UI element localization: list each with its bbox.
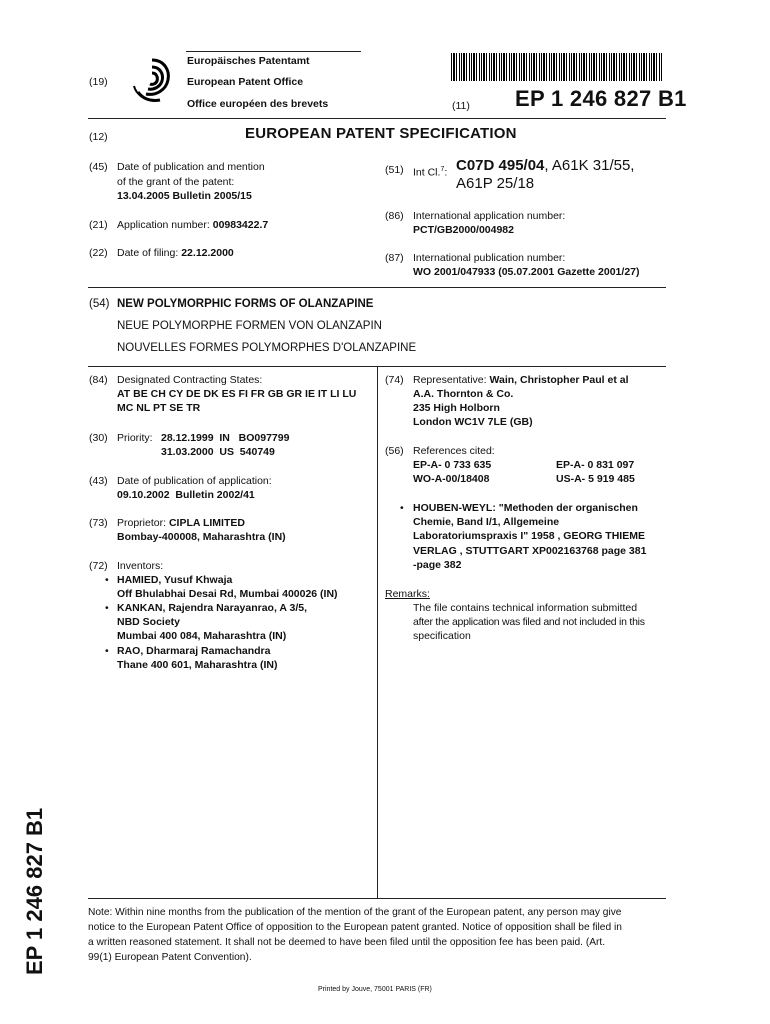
code-19: (19) xyxy=(89,76,108,88)
code-43: (43) xyxy=(89,475,108,487)
code-12: (12) xyxy=(89,131,108,143)
inventor-2-address-2: Mumbai 400 084, Maharashtra (IN) xyxy=(117,630,287,642)
reference-3: WO-A-00/18408 xyxy=(413,473,490,485)
code-30: (30) xyxy=(89,432,108,444)
inventor-1-name: HAMIED, Yusuf Khwaja xyxy=(117,574,233,586)
reference-1: EP-A- 0 733 635 xyxy=(413,459,492,471)
note-line-1: Note: Within nine months from the publication of the mention of the grant of the European patent, any person may give xyxy=(88,907,622,918)
barcode xyxy=(451,53,663,81)
pubapp-label: Date of publication of application: xyxy=(117,475,272,487)
remarks-line-3: specification xyxy=(413,630,471,642)
int-cl-sup: 7 xyxy=(440,166,445,173)
code-22: (22) xyxy=(89,247,108,259)
spec-title: EUROPEAN PATENT SPECIFICATION xyxy=(245,125,517,142)
publication-line-2: of the grant of the patent: xyxy=(117,176,235,188)
designated-states-line-2: MC NL PT SE TR xyxy=(117,402,201,414)
remarks-line-1: The file contains technical information submitted xyxy=(413,602,638,614)
representative-label: Representative: xyxy=(413,374,487,386)
references-label: References cited: xyxy=(413,445,495,457)
int-cl-main-bold: C07D 495/04 xyxy=(456,157,545,174)
representative-line-2: A.A. Thornton & Co. xyxy=(413,388,514,400)
application-number-label: Application number: xyxy=(117,219,210,231)
representative-line-4: London WC1V 7LE (GB) xyxy=(413,416,533,428)
inventor-3-address: Thane 400 601, Maharashtra (IN) xyxy=(117,659,278,671)
code-21: (21) xyxy=(89,219,108,231)
header-rule xyxy=(88,118,666,119)
designated-label: Designated Contracting States: xyxy=(117,374,263,386)
proprietor-label: Proprietor: xyxy=(117,517,167,529)
code-56: (56) xyxy=(385,445,404,457)
houben-line-3: Laboratoriumspraxis I" 1958 , GEORG THIEME xyxy=(413,530,645,542)
remarks-line-2: after the application was filed and not included in this xyxy=(413,616,645,628)
printed-by: Printed by Jouve, 75001 PARIS (FR) xyxy=(318,986,432,993)
inventor-2-address-1: NBD Society xyxy=(117,616,181,628)
inventors-label: Inventors: xyxy=(117,560,164,572)
reference-2: EP-A- 0 831 097 xyxy=(556,459,635,471)
code-87: (87) xyxy=(385,252,404,264)
int-cl-main xyxy=(456,159,634,173)
publication-line-1: Date of publication and mention xyxy=(117,161,265,173)
header-top-rule xyxy=(186,51,361,52)
footer-rule xyxy=(88,898,666,899)
inventor-1-address: Off Bhulabhai Desai Rd, Mumbai 400026 (IN) xyxy=(117,588,338,600)
office-name-en: European Patent Office xyxy=(187,76,304,88)
application-number xyxy=(117,218,268,232)
code-11: (11) xyxy=(452,100,470,112)
code-86: (86) xyxy=(385,210,404,222)
inventor-1-bullet: • xyxy=(105,574,109,586)
filing-date xyxy=(117,246,234,260)
representative-name: Wain, Christopher Paul et al xyxy=(489,374,629,386)
proprietor-name: CIPLA LIMITED xyxy=(168,517,245,529)
pubapp-value: 09.10.2002 Bulletin 2002/41 xyxy=(117,489,255,501)
code-84: (84) xyxy=(89,374,108,386)
title-en: NEW POLYMORPHIC FORMS OF OLANZAPINE xyxy=(117,298,374,310)
priority-line-2: 31.03.2000 US 540749 xyxy=(161,446,275,458)
code-72: (72) xyxy=(89,560,108,572)
proprietor-address: Bombay-400008, Maharashtra (IN) xyxy=(117,531,286,543)
intl-pub-value: WO 2001/047933 (05.07.2001 Gazette 2001/27) xyxy=(413,266,640,278)
inventor-3-name: RAO, Dharmaraj Ramachandra xyxy=(117,645,271,657)
int-cl-line-2: A61P 25/18 xyxy=(456,175,535,192)
inventor-3-bullet: • xyxy=(105,645,109,657)
sidebar-ep-number: EP 1 246 827 B1 xyxy=(22,807,47,975)
houben-line-5: -page 382 xyxy=(413,559,462,571)
inventor-2-name: KANKAN, Rajendra Narayanrao, A 3/5, xyxy=(117,602,308,614)
office-name-de: Europäisches Patentamt xyxy=(187,55,310,67)
houben-line-1: HOUBEN-WEYL: "Methoden der organischen xyxy=(413,502,638,514)
intl-pub-label: International publication number: xyxy=(413,252,566,264)
code-54: (54) xyxy=(89,298,110,310)
publication-line-3: 13.04.2005 Bulletin 2005/15 xyxy=(117,190,252,202)
houben-bullet: • xyxy=(400,502,404,514)
houben-line-2: Chemie, Band I/1, Allgemeine xyxy=(413,516,560,528)
filing-date-label: Date of filing: xyxy=(117,247,179,259)
proprietor xyxy=(117,516,245,530)
priority-label: Priority: xyxy=(117,432,153,444)
designated-states-line-1: AT BE CH CY DE DK ES FI FR GB GR IE IT LI LU xyxy=(117,388,357,400)
office-name-fr: Office européen des brevets xyxy=(187,98,329,110)
int-cl-main-rest: , A61K 31/55, xyxy=(544,157,635,174)
note-line-2: notice to the European Patent Office of opposition to the European patent granted. Notice of opposition shall be filed in xyxy=(88,922,622,933)
column-divider xyxy=(377,366,378,898)
code-74: (74) xyxy=(385,374,404,386)
epo-logo-icon xyxy=(130,52,178,104)
code-45: (45) xyxy=(89,161,108,173)
int-cl-colon: : xyxy=(444,166,448,179)
note-line-4: 99(1) European Patent Convention). xyxy=(88,952,252,963)
application-number-value: 00983422.7 xyxy=(212,219,269,231)
remarks-label: Remarks: xyxy=(385,588,430,600)
note-line-3: a written reasoned statement. It shall not be deemed to have been filed until the opposition fee has been paid. (Art. xyxy=(88,937,606,948)
representative-line-3: 235 High Holborn xyxy=(413,402,500,414)
houben-line-4: VERLAG , STUTTGART XP002163768 page 381 xyxy=(413,545,647,557)
title-de: NEUE POLYMORPHE FORMEN VON OLANZAPIN xyxy=(117,320,382,332)
intl-app-value: PCT/GB2000/004982 xyxy=(413,224,514,236)
int-cl-text: Int Cl. xyxy=(413,166,441,179)
representative xyxy=(413,373,629,387)
intl-app-label: International application number: xyxy=(413,210,566,222)
ep-number: EP 1 246 827 B1 xyxy=(515,86,687,111)
priority-line-1: 28.12.1999 IN BO097799 xyxy=(161,432,290,444)
title-fr: NOUVELLES FORMES POLYMORPHES D'OLANZAPINE xyxy=(117,342,417,354)
code-73: (73) xyxy=(89,517,108,529)
inventor-2-bullet: • xyxy=(105,602,109,614)
int-cl-label xyxy=(413,163,447,180)
filing-date-value: 22.12.2000 xyxy=(181,247,234,259)
reference-4: US-A- 5 919 485 xyxy=(556,473,635,485)
code-51: (51) xyxy=(385,164,404,176)
title-top-rule xyxy=(88,287,666,288)
